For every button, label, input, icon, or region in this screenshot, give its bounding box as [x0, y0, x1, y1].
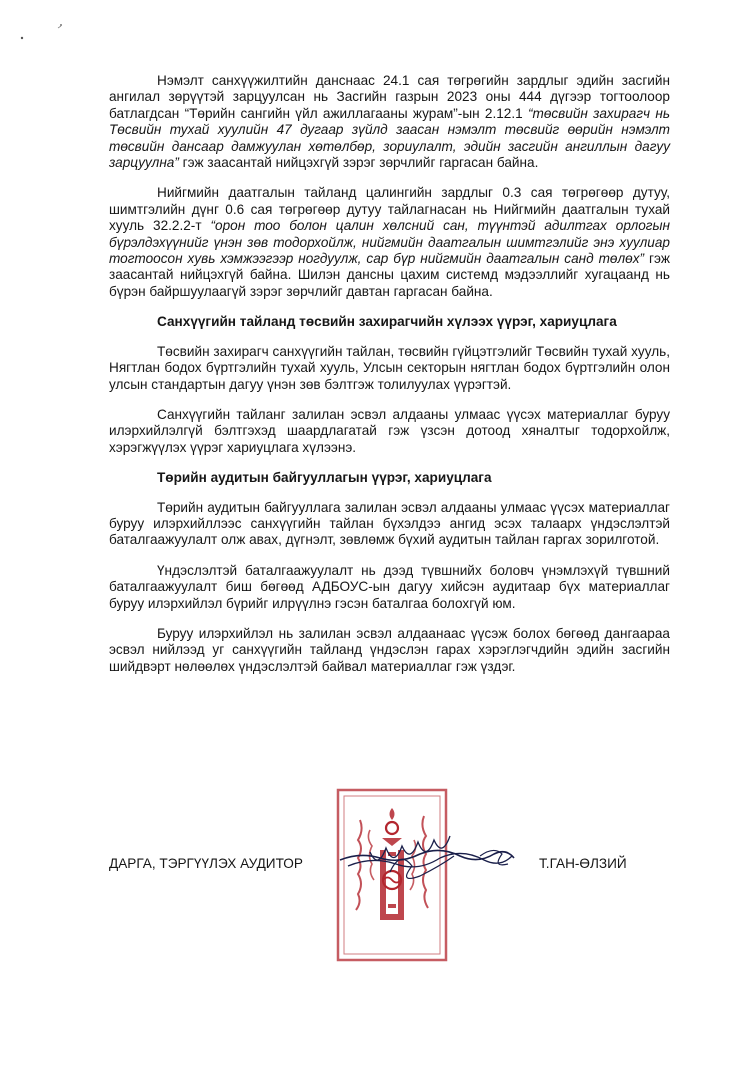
section2-paragraph-1: Төрийн аудитын байгууллага залилан эсвэл алдааны улмаас үүсэх материаллаг буруу илэрхийллээс санхүүгийн тайлан бүхэлдээ ангид эсэх талаарх үндэслэлтэй баталгаажуулалт олж авах, дүгнэлт, зөвлөмж бүхий аудитын тайлан гаргах зорилготой.: [109, 499, 670, 548]
section2-paragraph-3: Буруу илэрхийлэл нь залилан эсвэл алдаанаас үүсэж болох бөгөөд дангаараа эсвэл нийлээд уг санхүүгийн тайланд үндэслэн гарах хэрэглэгчдийн эдийн засгийн шийдвэрт нөлөөлөх үндэслэлтэй байвал материаллаг гэж үздэг.: [109, 625, 670, 674]
signer-name: Т.ГАН-ӨЛЗИЙ: [539, 856, 627, 871]
section1-paragraph-1: Төсвийн захирагч санхүүгийн тайлан, төсвийн гүйцэтгэлийг Төсвийн тухай хууль, Нягтлан бодох бүртгэлийн тухай хууль, Улсын секторын нягтлан бодох бүртгэлийн олон улсын стандартын дагуу үнэн зөв бэлтгэж толилуулах үүрэгтэй.: [109, 343, 670, 392]
text-run: Нийгмийн даатгалын тайланд цалингийн зардлыг 0.3 сая төгрөгөөр дутуу, шимтгэлийн дүнг 0.6 сая төгрөгөөр дутуу тайлагнасан нь Нийгмийн даатгалын тухай хууль 32.2.2-т: [109, 185, 670, 234]
document-body: [109, 73, 670, 689]
section-heading-manager: Санхүүгийн тайланд төсвийн захирагчийн хүлээх үүрэг, хариуцлага: [157, 314, 617, 330]
text-run: гэж заасантай нийцэхгүй байна. Шилэн дансны цахим системд мэдээллийг хугацаанд нь бүрэн байршуулаагүй зэрэг зөрчлийг давтан гаргасан байна.: [109, 251, 670, 299]
quote-run: “төсвийн захирагч нь Төсвийн тухай хуулийн 47 дугаар зүйлд заасан нэмэлт төсвийг өөрийн нэмэлт төсвийн дансаар дамжуулан хөтөлбөр, зориулалт, эдийн засгийн ангиллын дагуу зарцуулна”: [109, 105, 671, 171]
section2-paragraph-2: Үндэслэлтэй баталгаажуулалт нь дээд түвшнийх боловч үнэмлэхүй түвшний баталгаажуулалт биш бөгөөд АДБОУС-ын дагуу хийсэн аудитаар бүх материаллаг буруу илэрхийлэл бүрийг илрүүлнэ гэсэн баталгаа болохгүй юм.: [109, 562, 670, 611]
section-heading-audit: Төрийн аудитын байгууллагын үүрэг, хариуцлага: [157, 470, 492, 486]
scan-speck-icon: [14, 18, 74, 48]
intro-paragraph-1: [109, 73, 670, 171]
text-run: Нэмэлт санхүүжилтийн данснаас 24.1 сая төгрөгийн зардлыг эдийн засгийн ангилал зөрүүтэй зарцуулсан нь Засгийн газрын 2023 оны 444 дүгээр тогтоолоор батлагдсан “Төрийн сангийн үйл ажиллагааны журам”-ын 2.12.1: [109, 73, 670, 121]
intro-paragraph-2: [109, 185, 670, 300]
quote-run: “орон тоо болон цалин хөлсний сан, түүнтэй адилтгах орлогын бүрэлдэхүүнийг үнэн зөв тодорхойлж, нийгмийн даатгалын шимтгэлийг энэ хуулиар тогтоосон хувь хэмжээгээр ногдуулж, сар бүр нийгмийн даатгалын санд төлөх”: [109, 218, 670, 267]
signature-block: [109, 856, 670, 876]
text-run: гэж заасантай нийцэхгүй зэрэг зөрчлийг гаргасан байна.: [178, 155, 539, 171]
section1-paragraph-2: Санхүүгийн тайланг залилан эсвэл алдааны улмаас үүсэх материаллаг буруу илэрхийлэлгүй бэлтгэхэд шаардлагатай гэж үзсэн дотоод хяналтыг тодорхойлж, хэрэгжүүлэх үүрэг хариуцлага хүлээнэ.: [109, 406, 670, 455]
signer-title: ДАРГА, ТЭРГҮҮЛЭХ АУДИТОР: [109, 856, 303, 871]
